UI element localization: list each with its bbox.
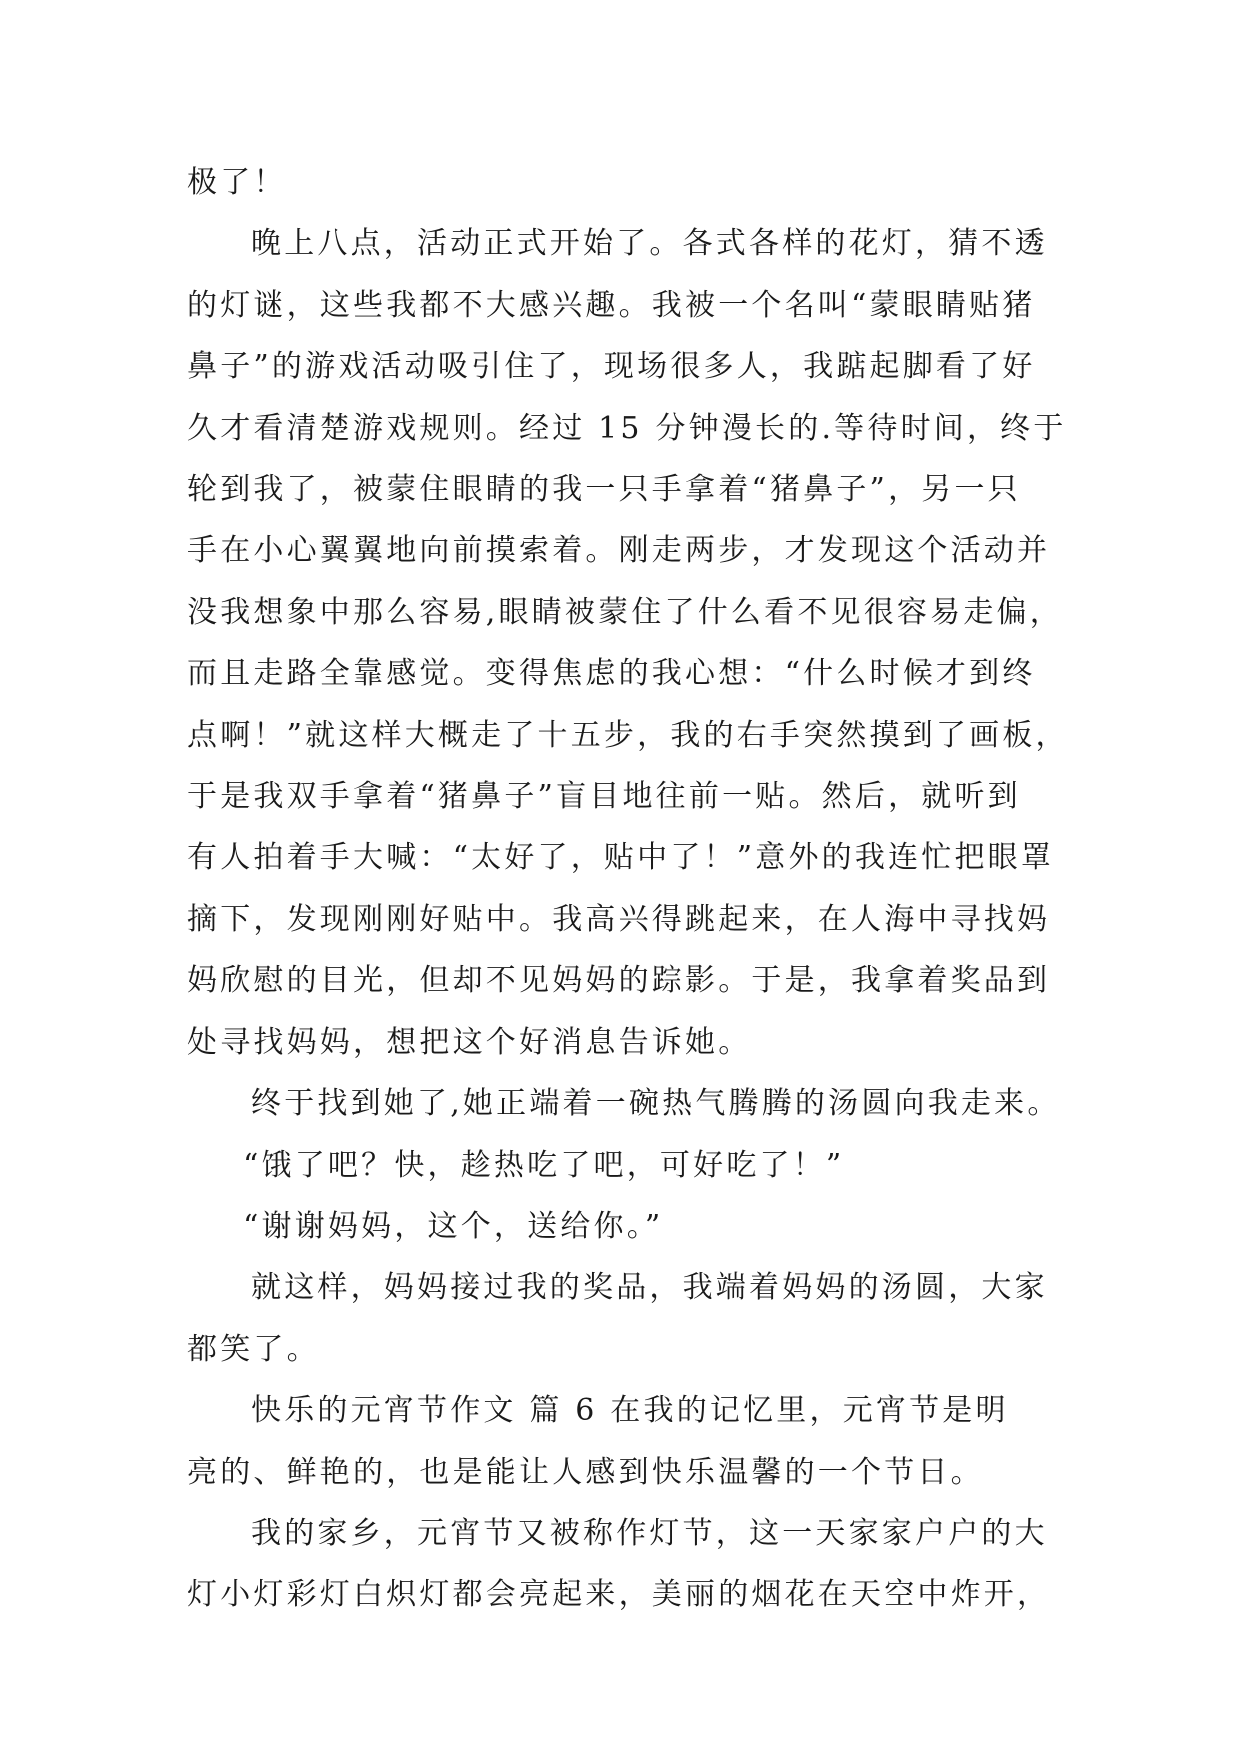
dialogue-line: “谢谢妈妈，这个，送给你。”: [243, 1208, 664, 1244]
text-line: 妈欣慰的目光，但却不见妈妈的踪影。于是，我拿着奖品到: [187, 963, 1051, 999]
paragraph-start: 终于找到她了,她正端着一碗热气腾腾的汤圆向我走来。: [251, 1086, 1061, 1122]
section-heading-line: 快乐的元宵节作文 篇 6 在我的记忆里，元宵节是明: [251, 1393, 1009, 1429]
text-line: 处寻找妈妈，想把这个好消息告诉她。: [187, 1024, 752, 1060]
text-line: 鼻子”的游戏活动吸引住了，现场很多人，我踮起脚看了好: [187, 349, 1036, 385]
text-line: 都笑了。: [187, 1331, 320, 1367]
paragraph-start: 晚上八点，活动正式开始了。各式各样的花灯，猜不透: [251, 226, 1048, 262]
text-line: 摘下，发现刚刚好贴中。我高兴得跳起来，在人海中寻找妈: [187, 901, 1051, 937]
text-line: 的灯谜，这些我都不大感兴趣。我被一个名叫“蒙眼睛贴猪: [187, 287, 1036, 323]
paragraph-start: 我的家乡，元宵节又被称作灯节，这一天家家户户的大: [251, 1515, 1048, 1551]
text-line: 灯小灯彩灯白炽灯都会亮起来，美丽的烟花在天空中炸开，: [187, 1577, 1051, 1613]
text-line: 手在小心翼翼地向前摸索着。刚走两步，才发现这个活动并: [187, 533, 1051, 569]
dialogue-line: “饿了吧？快，趁热吃了吧，可好吃了！”: [243, 1147, 845, 1183]
text-line: 没我想象中那么容易,眼睛被蒙住了什么看不见很容易走偏，: [187, 594, 1063, 630]
text-line: 极了！: [187, 165, 287, 200]
document-body: [187, 152, 1069, 1626]
text-line: 于是我双手拿着“猪鼻子”盲目地往前一贴。然后，就听到: [187, 779, 1021, 815]
text-line: 轮到我了，被蒙住眼睛的我一只手拿着“猪鼻子”，另一只: [187, 472, 1021, 508]
paragraph-start: 就这样，妈妈接过我的奖品，我端着妈妈的汤圆，大家: [251, 1270, 1048, 1306]
text-line: 而且走路全靠感觉。变得焦虑的我心想：“什么时候才到终: [187, 656, 1036, 692]
text-line: 亮的、鲜艳的，也是能让人感到快乐温馨的一个节日。: [187, 1454, 984, 1490]
text-line: 有人拍着手大喊：“太好了，贴中了！”意外的我连忙把眼罩: [187, 840, 1055, 876]
text-line: 点啊！”就这样大概走了十五步，我的右手突然摸到了画板，: [187, 717, 1069, 753]
text-line: 久才看清楚游戏规则。经过 15 分钟漫长的.等待时间，终于: [187, 410, 1067, 446]
